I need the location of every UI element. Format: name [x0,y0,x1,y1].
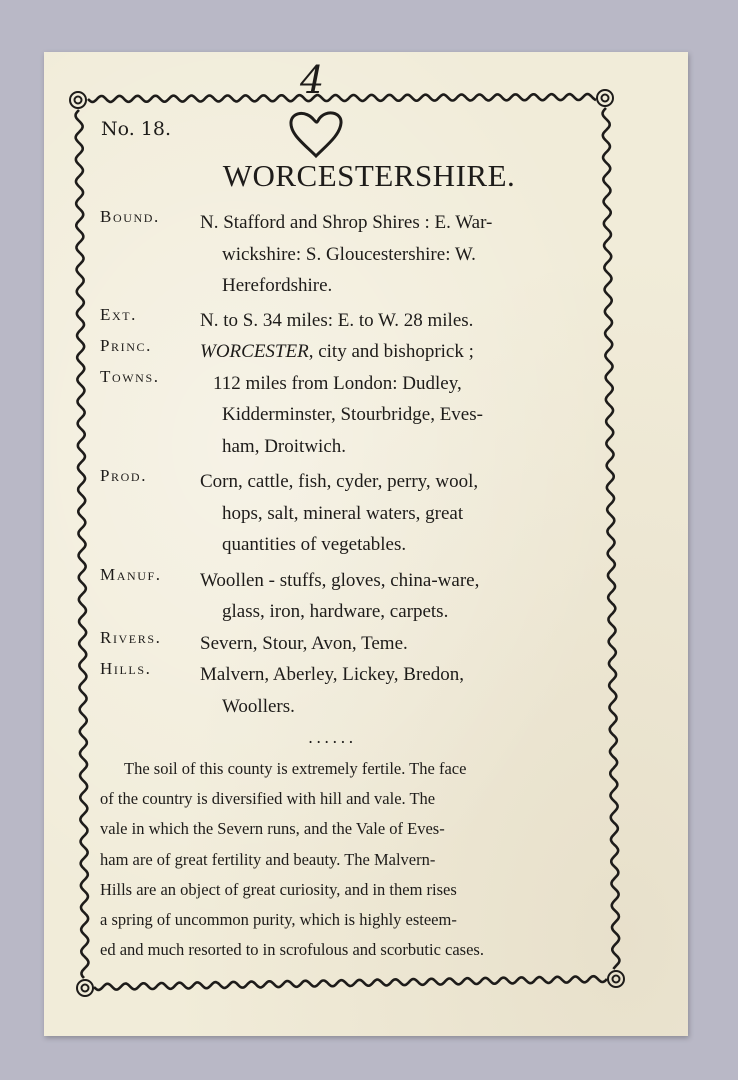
entry-line: hops, salt, mineral waters, great [222,502,464,524]
wavy-border-line [76,110,89,978]
wavy-border-line [603,108,620,969]
entry-line: Corn, cattle, fish, cyder, perry, wool, [200,471,479,492]
entry-line: N. to S. 34 miles: E. to W. 28 miles. [200,309,474,331]
wavy-border-line [88,94,596,102]
entry-line: Woollen - stuffs, gloves, china-ware, [200,569,480,591]
paragraph-line: vale in which the Severn runs, and the Vale of Eves- [100,819,445,839]
entry-line: ham, Droitwich. [222,435,347,457]
entry-line: Kidderminster, Stourbridge, Eves- [222,404,483,425]
paragraph-line: a spring of uncommon purity, which is highly esteem- [100,910,457,930]
paragraph-line: The soil of this county is extremely fertile. The face [124,759,467,778]
entry-line: 112 miles from London: Dudley, [213,372,462,394]
entry-line: N. Stafford and Shrop Shires : E. War- [200,212,493,233]
entry-ext [100,305,594,337]
entries-list [100,207,594,722]
paragraph-line: ed and much resorted to in scrofulous and scorbutic cases. [100,940,484,960]
separator-dots: ...... [308,728,357,747]
entry-label: Ext. [100,304,138,324]
county-title: WORCESTERSHIRE. [222,158,516,193]
entry-line: Malvern, Aberley, Lickey, Bredon, [200,664,464,685]
entry-label: Hills. [100,659,152,678]
entry-line: glass, iron, hardware, carpets. [222,601,449,622]
entry-line: , city and bishoprick ; [308,341,474,362]
entry-bound [100,207,594,302]
entry-products [100,466,594,561]
wavy-border-line [94,976,607,990]
entry-label: Bound. [100,207,160,226]
entry-label: Prod. [100,466,148,485]
entry-manufactures [100,565,594,628]
entry-principal-towns [100,336,594,462]
description-paragraph [100,754,594,965]
card-number: No. 18. [101,118,172,140]
entry-line: wickshire: S. Gloucestershire: W. [222,243,476,265]
entry-line: Severn, Stour, Avon, Teme. [200,632,408,654]
entry-line: Woollers. [222,695,295,717]
entry-hills [100,659,594,722]
handwritten-mark: 4 [300,58,325,102]
city-name: WORCESTER [200,341,309,362]
entry-label: Manuf. [100,564,162,584]
entry-label: Towns. [100,367,160,386]
paragraph-line: ham are of great fertility and beauty. The Malvern- [100,849,436,869]
entry-line: Herefordshire. [222,275,333,296]
heart-icon [286,108,346,160]
entry-rivers [100,628,594,660]
paragraph-line: of the country is diversified with hill and vale. The [100,789,436,809]
entry-line: quantities of vegetables. [222,534,407,555]
entry-label: Rivers. [100,627,162,647]
entry-label: Princ. [100,336,152,355]
paragraph-line: Hills are an object of great curiosity, and in them rises [100,879,457,899]
